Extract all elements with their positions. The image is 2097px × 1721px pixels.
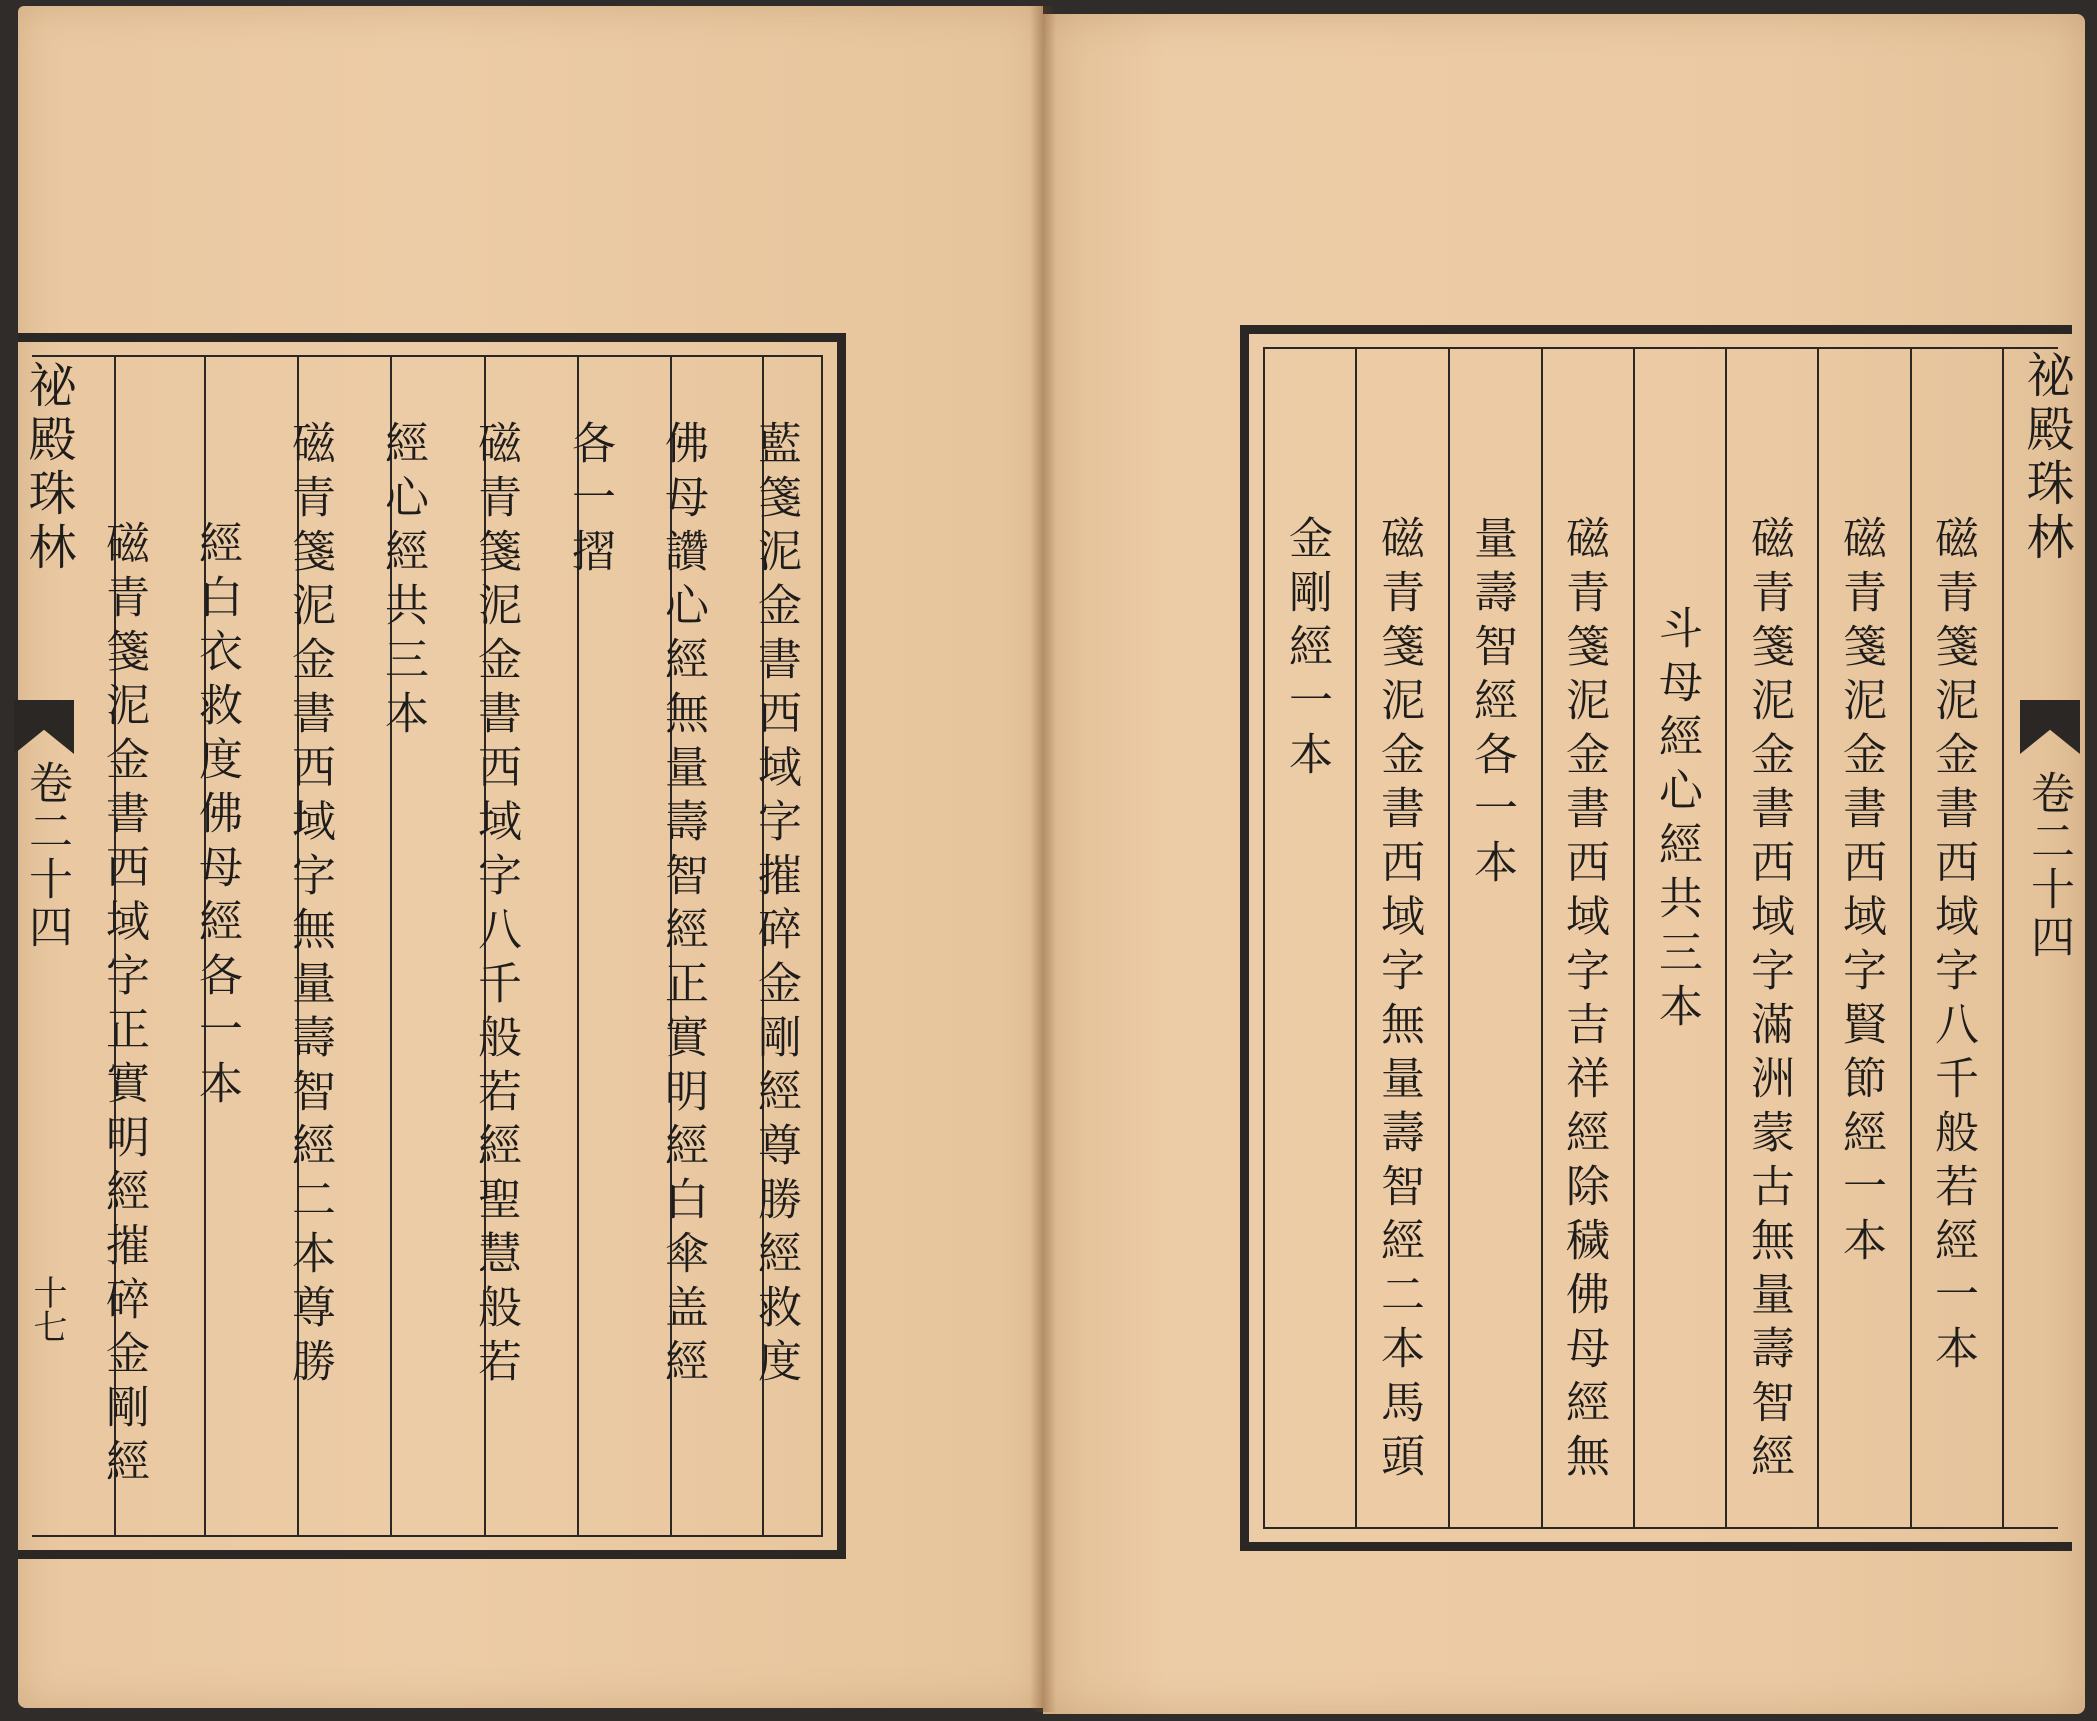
left-text-column-8: 磁青箋泥金書西域字正實明經摧碎金剛經 [98,520,149,1492]
column-rule [1725,349,1727,1527]
book-gutter [1030,6,1056,1712]
column-rule [1448,349,1450,1527]
right-margin-title: 祕殿珠林 [2018,350,2074,566]
right-text-column-6: 量壽智經各一本 [1466,515,1517,893]
left-text-column-4: 磁青箋泥金書西域字八千般若經聖慧般若 [470,420,521,1392]
right-text-column-2: 磁青箋泥金書西域字賢節經一本 [1835,515,1886,1271]
left-juan-label: 卷二十四 [21,760,72,952]
right-text-column-4: 斗母經心經共三本 [1651,605,1702,1037]
left-margin-title: 祕殿珠林 [20,360,76,576]
left-text-column-7: 經白衣救度佛母經各一本 [191,520,242,1114]
column-rule [1355,349,1357,1527]
left-text-column-1: 藍箋泥金書西域字摧碎金剛經尊勝經救度 [750,420,801,1392]
column-rule [2002,349,2004,1527]
left-folio-number: 十七 [27,1275,67,1343]
left-text-column-2: 佛母讚心經無量壽智經正實明經白傘盖經 [657,420,708,1392]
column-rule [1817,349,1819,1527]
right-text-column-5: 磁青箋泥金書西域字吉祥經除穢佛母經無 [1558,515,1609,1487]
left-text-column-6: 磁青箋泥金書西域字無量壽智經二本尊勝 [284,420,335,1392]
right-text-column-7: 磁青箋泥金書西域字無量壽智經二本馬頭 [1373,515,1424,1487]
column-rule [1633,349,1635,1527]
right-text-column-8: 金剛經一本 [1281,515,1332,785]
left-text-column-3: 各一摺 [564,420,615,582]
right-juan-label: 卷二十四 [2023,770,2074,962]
right-text-column-3: 磁青箋泥金書西域字滿洲蒙古無量壽智經 [1743,515,1794,1487]
column-rule [1910,349,1912,1527]
left-text-column-5: 經心經共三本 [377,420,428,744]
column-rule [1541,349,1543,1527]
right-text-column-1: 磁青箋泥金書西域字八千般若經一本 [1927,515,1978,1379]
